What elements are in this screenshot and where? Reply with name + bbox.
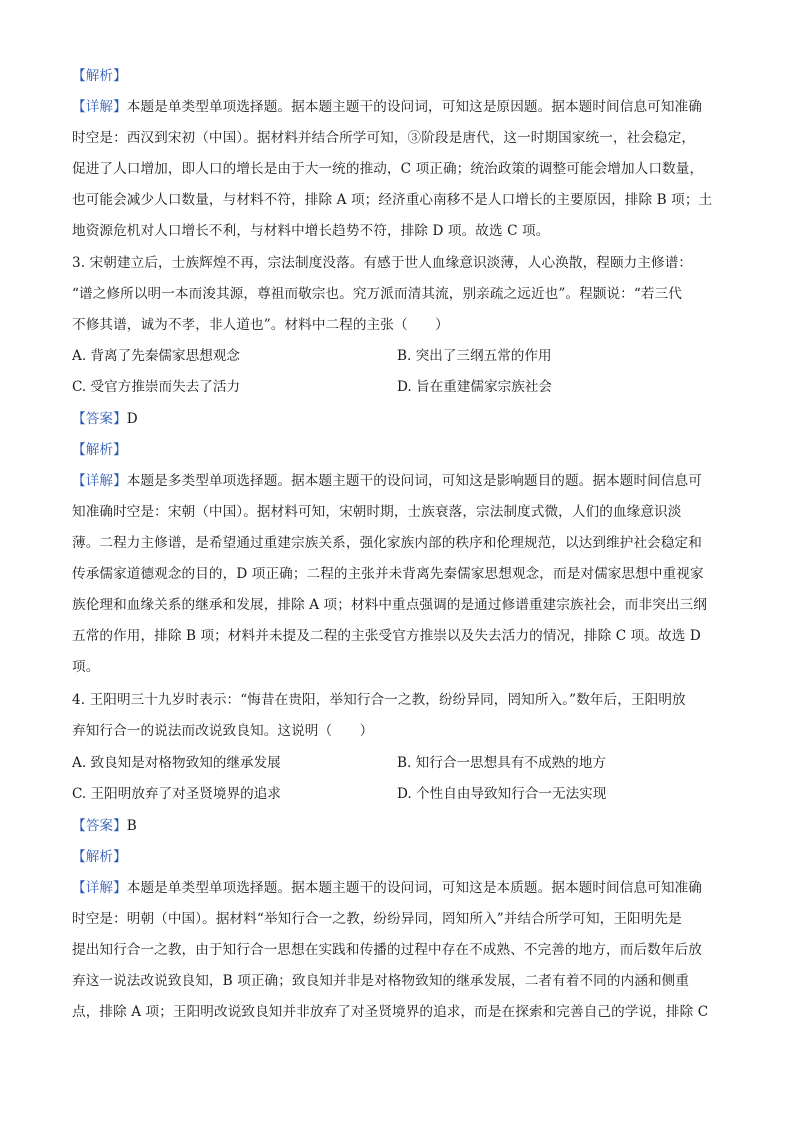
analysis-heading: 【解析】 <box>72 849 127 865</box>
detail-paragraph-line: 也可能会减少人口数量，与材料不符，排除 A 项；经济重心南移不是人口增长的主要原因，排除 B 项；土 <box>72 192 713 208</box>
option-d: D. 个性自由导致知行合一无法实现 <box>397 786 607 802</box>
option-c: C. 王阳明放弃了对圣贤境界的追求 <box>72 786 281 802</box>
detail-paragraph-line: 弃这一说法改说致良知，B 项正确；致良知并非是对格物致知的继承发展，二者有着不同的内涵和侧重 <box>72 973 690 989</box>
detail-paragraph-line: 五常的作用，排除 B 项；材料并未提及二程的主张受官方推崇以及失去活力的情况，排除 C 项。故选 D <box>72 628 701 644</box>
option-a: A. 背离了先秦儒家思想观念 <box>72 348 240 364</box>
detail-tag: 【详解】 <box>72 880 127 896</box>
analysis-heading: 【解析】 <box>72 68 127 84</box>
detail-paragraph-line: 知准确时空是：宋朝（中国）。据材料可知，宋朝时期，士族衰落，宗法制度式微，人们的血缘意识淡 <box>72 504 682 520</box>
answer-tag: 【答案】 <box>72 411 127 427</box>
detail-paragraph-line: 项。 <box>72 659 100 675</box>
question-3-stem: 不修其谱，诚为不孝，非人道也”。材料中二程的主张（ ） <box>72 317 449 333</box>
detail-paragraph-line: 【详解】本题是单类型单项选择题。据本题主题干的设问词，可知这是本质题。据本题时间信息可知准确 <box>72 880 702 896</box>
detail-paragraph-line: 点，排除 A 项；王阳明改说致良知并非放弃了对圣贤境界的追求，而是在探索和完善自己的学说，排除 C <box>72 1004 709 1020</box>
detail-paragraph-line: 族伦理和血缘关系的继承和发展，排除 A 项；材料中重点强调的是通过修谱重建宗族社会，而非突出三纲 <box>72 597 707 613</box>
answer-line <box>72 816 722 836</box>
detail-paragraph-line: 时空是：明朝（中国）。据材料“举知行合一之教，纷纷异同，罔知所入”并结合所学可知，王阳明先是 <box>72 911 682 927</box>
analysis-heading: 【解析】 <box>72 442 127 458</box>
question-3-stem: 3. 宋朝建立后，士族辉煌不再，宗法制度没落。有感于世人血缘意识淡薄，人心涣散，程颐力主修谱： <box>72 255 693 271</box>
detail-paragraph-line: 提出知行合一之教，由于知行合一思想在实践和传播的过程中存在不成熟、不完善的地方，而后数年后放 <box>72 942 702 958</box>
answer-line <box>72 409 722 429</box>
question-4-stem: 4. 王阳明三十九岁时表示：“悔昔在贵阳，举知行合一之教，纷纷异同，罔知所入。”数年后，王阳明放 <box>72 692 686 708</box>
option-b: B. 突出了三纲五常的作用 <box>397 348 552 364</box>
answer-tag: 【答案】 <box>72 818 127 834</box>
option-b: B. 知行合一思想具有不成熟的地方 <box>397 755 606 771</box>
question-4-stem: 弃知行合一的说法而改说致良知。这说明（ ） <box>72 723 374 739</box>
answer-value: B <box>126 818 137 834</box>
detail-tag: 【详解】 <box>72 99 127 115</box>
detail-paragraph-line: 【详解】本题是单类型单项选择题。据本题主题干的设问词，可知这是原因题。据本题时间信息可知准确 <box>72 99 702 115</box>
option-a: A. 致良知是对格物致知的继承发展 <box>72 755 281 771</box>
detail-paragraph-line: 传承儒家道德观念的目的，D 项正确；二程的主张并未背离先秦儒家思想观念，而是对儒家思想中重视家 <box>72 566 704 582</box>
detail-paragraph-line: 时空是：西汉到宋初（中国）。据材料并结合所学可知，③阶段是唐代，这一时期国家统一，社会稳定， <box>72 130 696 146</box>
detail-tag: 【详解】 <box>72 473 127 489</box>
question-3-stem: “谱之修所以明一本而浚其源，尊祖而敬宗也。究万派而清其流，别亲疏之远近也”。程颢说：“若三代 <box>72 286 682 302</box>
detail-paragraph-line: 【详解】本题是多类型单项选择题。据本题主题干的设问词，可知这是影响题目的题。据本题时间信息可 <box>72 473 702 489</box>
option-d: D. 旨在重建儒家宗族社会 <box>397 379 552 395</box>
detail-paragraph-line: 地资源危机对人口增长不利，与材料中增长趋势不符，排除 D 项。故选 C 项。 <box>72 223 550 239</box>
detail-paragraph-line: 薄。二程力主修谱，是希望通过重建宗族关系，强化家族内部的秩序和伦理规范，以达到维护社会稳定和 <box>72 535 702 551</box>
option-c: C. 受官方推崇而失去了活力 <box>72 379 241 395</box>
answer-value: D <box>126 411 138 427</box>
detail-paragraph-line: 促进了人口增加，即人口的增长是由于大一统的推动，C 项正确；统治政策的调整可能会增加人口数量， <box>72 161 704 177</box>
